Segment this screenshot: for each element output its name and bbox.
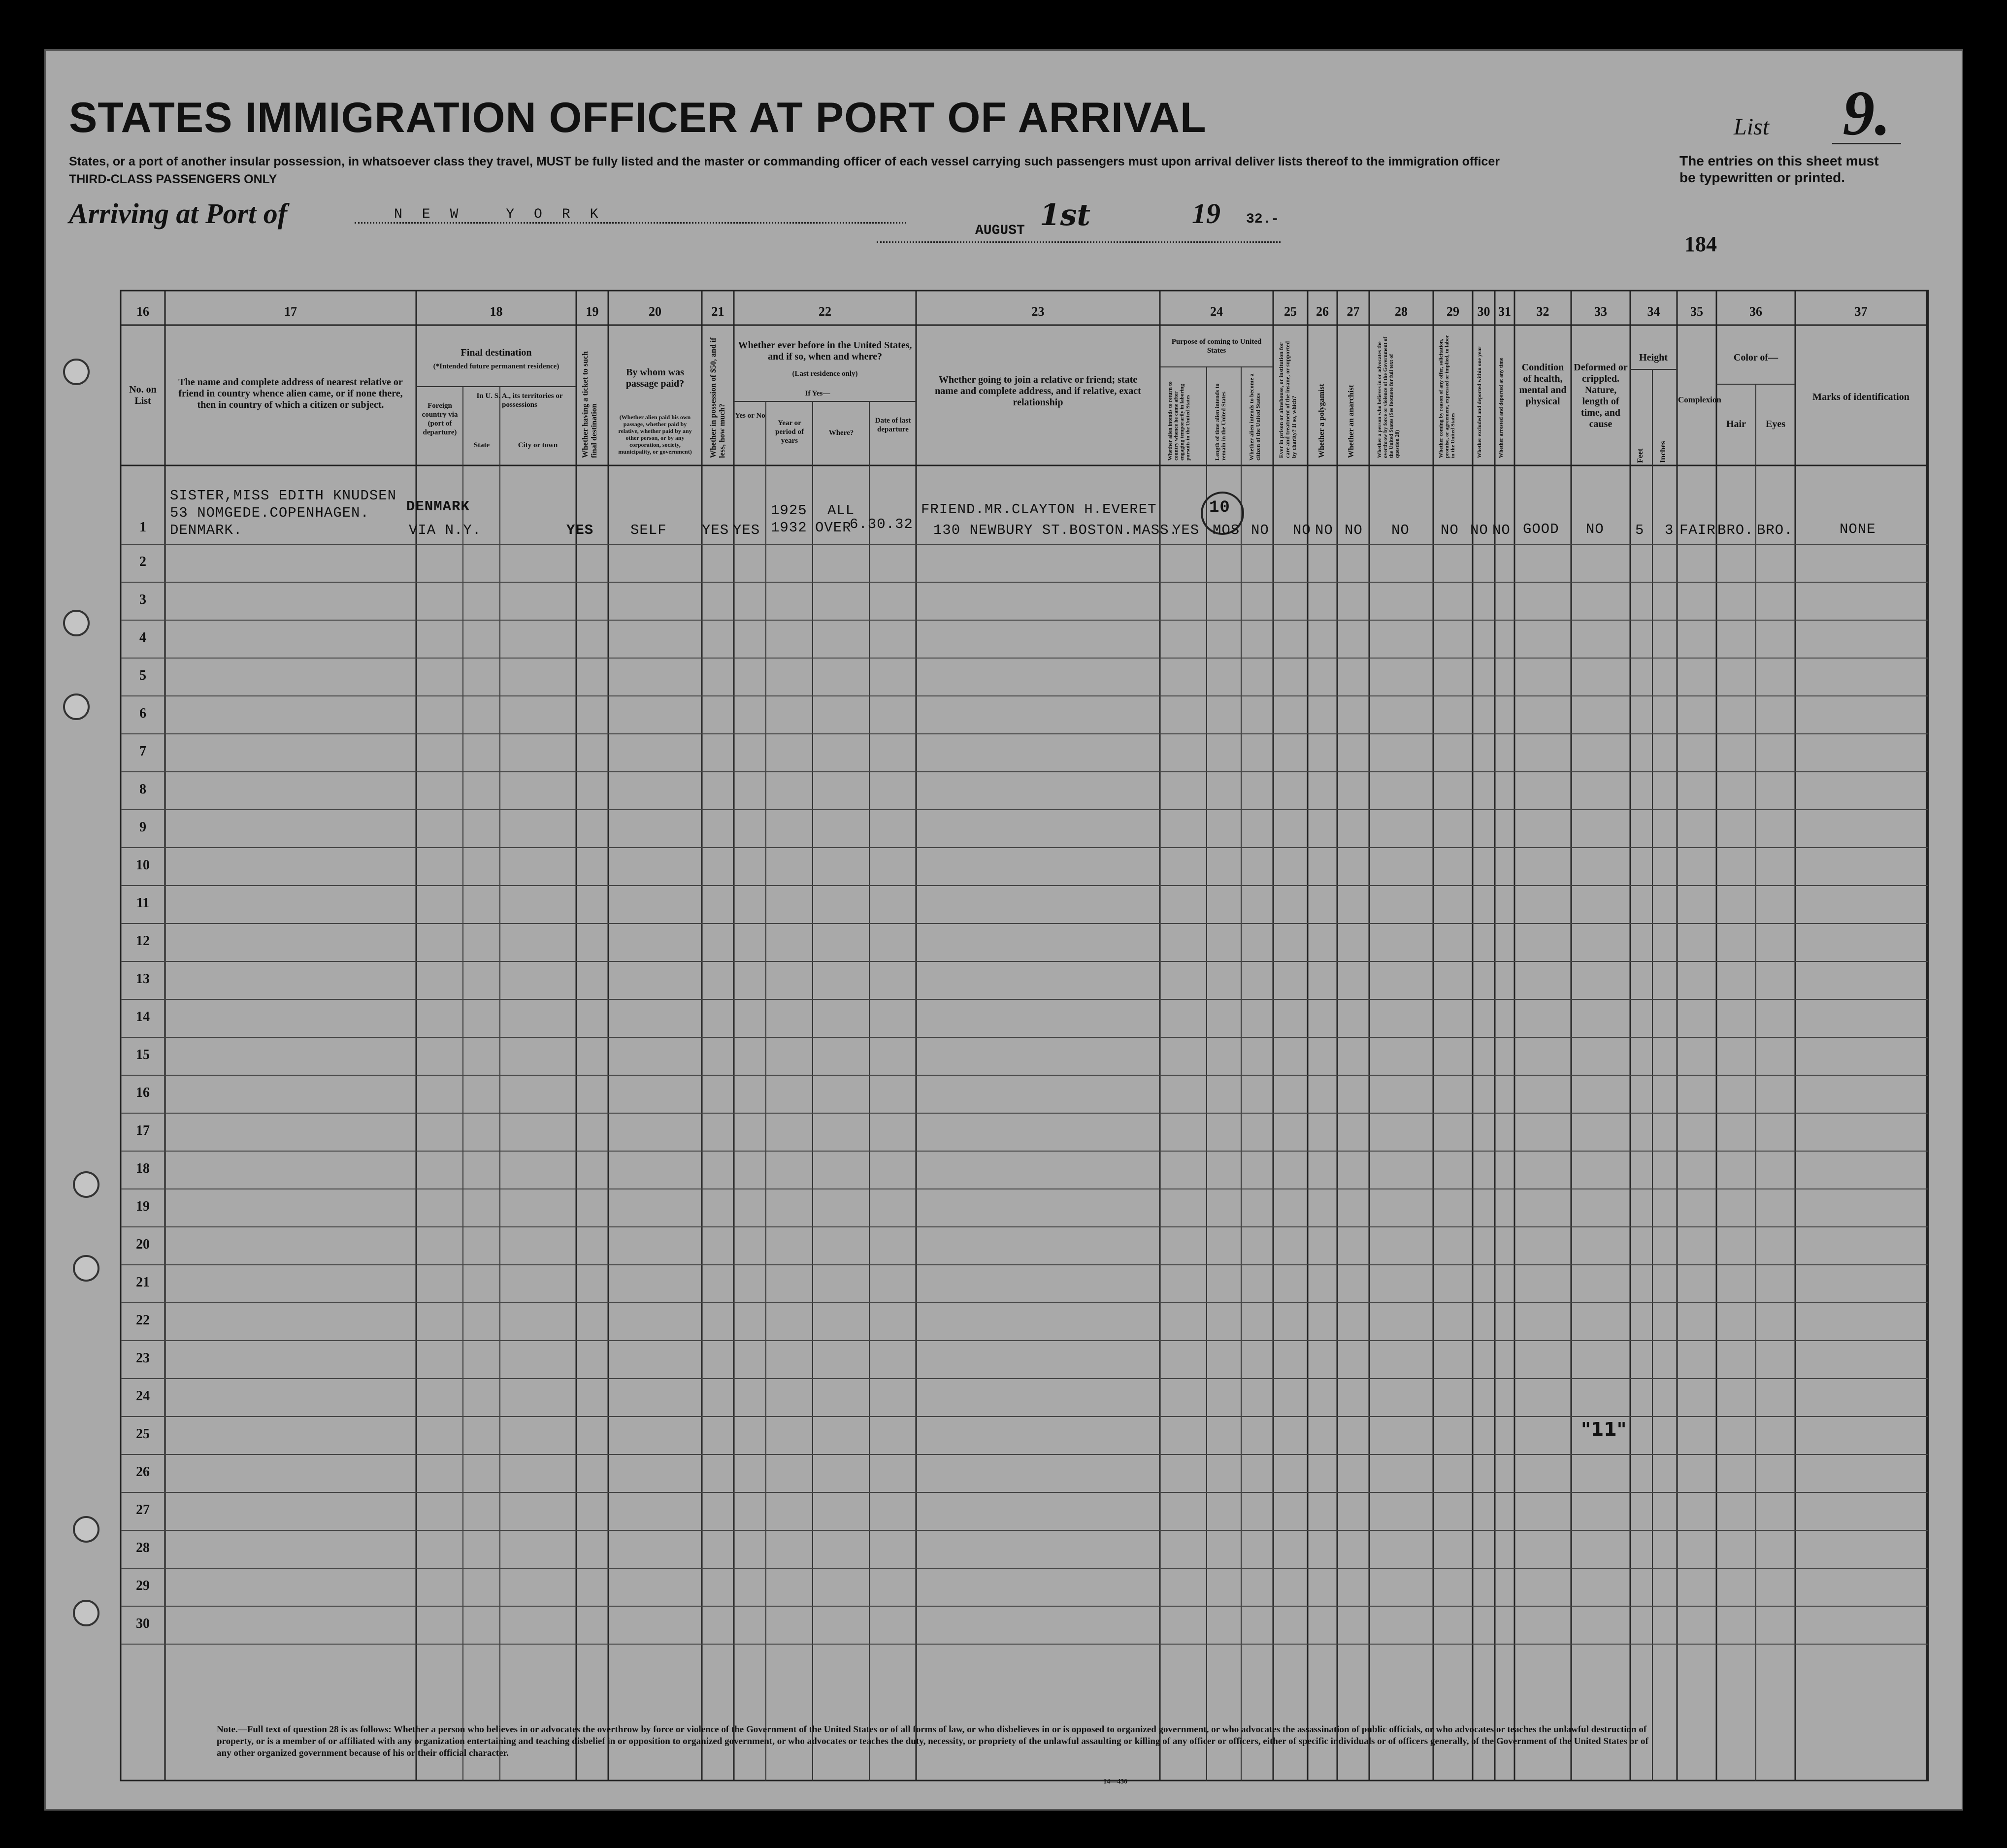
entries-note: The entries on this sheet must be typewritten or printed. [1679, 153, 1879, 185]
col-num-17: 17 [284, 304, 297, 319]
row-number: 28 [136, 1540, 150, 1555]
header-labor-offer: Whether coming by reason of any offer, solicitation, promise, or agreement, expressed or implied, to labor in the United States [1438, 335, 1456, 458]
relative-address-line3: DENMARK. [170, 522, 243, 538]
col-num-26: 26 [1316, 304, 1329, 319]
header-anarchist: Whether an anarchist [1347, 385, 1355, 458]
labor-offer-value: NO [1441, 522, 1459, 538]
row-number: 23 [136, 1351, 150, 1366]
arriving-label: Arriving at Port of [69, 198, 288, 230]
header-eyes: Eyes [1766, 419, 1785, 429]
purpose-return-value: YES [1172, 522, 1200, 538]
row-number: 6 [139, 706, 146, 721]
row-number: 16 [136, 1085, 150, 1100]
col-num-21: 21 [711, 304, 724, 319]
where-line2: OVER [815, 520, 852, 536]
row-number: 19 [136, 1199, 150, 1214]
col-num-23: 23 [1031, 304, 1045, 319]
header-state: State [473, 441, 490, 449]
header-no-on-list: No. on List [129, 384, 157, 406]
anarchist-value: NO [1345, 522, 1363, 538]
row-number: 21 [136, 1275, 150, 1290]
col-num-34: 34 [1647, 304, 1660, 319]
foreign-country-line2: VIA N.Y. [409, 522, 482, 538]
header-height: Height [1639, 352, 1668, 363]
list-label: List [1734, 114, 1770, 140]
hair-value: BRO. [1717, 522, 1754, 538]
citizen-value: NO [1251, 522, 1269, 538]
foreign-country-line1: DENMARK [406, 498, 470, 515]
length-unit-value: MOS [1213, 522, 1240, 538]
health-value: GOOD [1523, 521, 1559, 537]
header-purpose-return: Whether alien intends to return to country whence he came after engaging temporarily in laboring pursuits in the United States [1167, 381, 1191, 461]
sheet-number: 184 [1684, 232, 1717, 256]
header-intends-citizen: Whether alien intends to become a citizen of the United States [1248, 373, 1261, 461]
header-fifty-dollars: Whether in possession of $50, and if less, how much? [709, 337, 726, 458]
row-number: 17 [136, 1123, 150, 1138]
row-number: 8 [139, 782, 146, 797]
header-year: Year or period of years [775, 419, 804, 445]
before-in-us-value: YES [733, 522, 760, 538]
paid-by-value: SELF [630, 522, 667, 538]
row-number: 10 [136, 858, 150, 873]
col-num-31: 31 [1498, 304, 1511, 319]
col-num-32: 32 [1536, 304, 1549, 319]
ticket-value: YES [566, 522, 594, 538]
col-num-36: 36 [1749, 304, 1762, 319]
form-number: 14—430 [1103, 1778, 1127, 1785]
year-suffix: 32.- [1246, 212, 1280, 227]
list-number: 9. [1832, 84, 1901, 144]
row-number: 7 [139, 744, 146, 759]
header-foreign-country: Foreign country via (port of departure) [422, 402, 458, 436]
instruction-line: States, or a port of another insular possession, in whatsoever class they travel, MUST be fully listed and the master or commanding officer of each vessel carrying such passengers must upon arrival deliver lists thereof to the immigration officer [69, 155, 1500, 168]
row-number: 12 [136, 933, 150, 949]
col-num-37: 37 [1854, 304, 1868, 319]
excluded-value: NO [1470, 522, 1488, 538]
height-feet-value: 5 [1635, 522, 1645, 538]
deformed-value: NO [1586, 521, 1604, 537]
row-number: 13 [136, 971, 150, 987]
header-deformed: Deformed or crippled. Nature, length of time, and cause [1574, 362, 1628, 429]
header-excluded: Whether excluded and deported within one year [1477, 346, 1482, 458]
row-number: 30 [136, 1616, 150, 1631]
fifty-dollars-value: YES [702, 522, 729, 538]
years-line1: 1925 [771, 502, 807, 519]
row-number: 11 [136, 895, 150, 911]
col-num-20: 20 [649, 304, 661, 319]
row-number: 4 [139, 630, 146, 645]
col-num-35: 35 [1690, 304, 1703, 319]
port-of-arrival: NEW YORK [355, 207, 906, 224]
relative-address-line1: SISTER,MISS EDITH KNUDSEN [170, 488, 397, 504]
row-number: 5 [139, 668, 146, 683]
eyes-value: BRO. [1757, 522, 1793, 538]
header-final-destination-note: (*Intended future permanent residence) [433, 363, 559, 370]
footnote-question-28: Note.—Full text of question 28 is as follows: Whether a person who believes in or advocates the overthrow by force or violence of the Government of the United States or of all forms of law, or who disbelieves in or is opposed to organized government, or who advocates the assassination of public officials, or who advocates or teaches the unlawful destruction of property, or is a member of or affiliated with any organization entertaining and teaching disbelief in or opposition to organized government, or who advocates or teaches the duty, necessity, or propriety of the unlawful assaulting or killing of any officer or officers, either of specific individuals or of officers generally, of the Government of the United States or of any other organized government because of his or their official character. [217, 1724, 1648, 1758]
col-num-27: 27 [1347, 304, 1360, 319]
arrival-day: 1st [1039, 198, 1091, 232]
marks-value: NONE [1840, 521, 1876, 537]
last-departure-value: 6.30.32 [850, 516, 913, 532]
header-inches: Inches [1659, 441, 1667, 463]
row-number: 15 [136, 1047, 150, 1062]
where-line1: ALL [827, 502, 855, 519]
polygamist-value: NO [1315, 522, 1333, 538]
col-num-25: 25 [1284, 304, 1297, 319]
form-title: STATES IMMIGRATION OFFICER AT PORT OF ARRIVAL [69, 94, 1207, 141]
header-passage-paid: By whom was passage paid? [625, 367, 685, 389]
header-polygamist: Whether a polygamist [1317, 384, 1326, 458]
length-of-stay-value: 10 [1209, 498, 1230, 517]
header-complexion: Complexion [1678, 395, 1721, 404]
year-prefix: 19 [1192, 198, 1220, 230]
header-feet: Feet [1636, 448, 1645, 463]
join-line1: FRIEND.MR.CLAYTON H.EVERET [921, 501, 1157, 518]
header-departure-date: Date of last departure [875, 417, 911, 433]
complexion-value: FAIR [1679, 522, 1716, 538]
header-city: City or town [518, 441, 558, 449]
header-marks: Marks of identification [1812, 392, 1909, 402]
col-num-29: 29 [1447, 304, 1459, 319]
header-length-of-time: Length of time alien intends to remain in the United States [1214, 383, 1227, 461]
header-hair: Hair [1726, 419, 1746, 429]
row-number: 1 [139, 520, 146, 535]
col-num-28: 28 [1395, 304, 1408, 319]
row-number: 20 [136, 1237, 150, 1252]
arrival-month: AUGUST [975, 223, 1025, 238]
header-usa: In U. S. A., its territories or possessions [476, 392, 563, 409]
col-num-22: 22 [819, 304, 831, 319]
handwritten-mark: "11" [1581, 1419, 1627, 1440]
col-num-19: 19 [586, 304, 599, 319]
header-health: Condition of health, mental and physical [1519, 362, 1567, 407]
row-number: 2 [139, 554, 146, 569]
col-num-16: 16 [136, 304, 149, 319]
row-number: 9 [139, 820, 146, 835]
relative-address-line2: 53 NOMGEDE.COPENHAGEN. [170, 505, 369, 521]
col-num-18: 18 [490, 304, 503, 319]
header-color-of: Color of— [1733, 352, 1778, 363]
arrested-value: NO [1492, 522, 1511, 538]
passenger-class: THIRD-CLASS PASSENGERS ONLY [69, 172, 277, 186]
row-number: 29 [136, 1578, 150, 1593]
col-num-24: 24 [1210, 304, 1223, 319]
header-going-to-join: Whether going to join a relative or friend; state name and complete address, and if relative, exact relationship [935, 374, 1141, 408]
row-number: 22 [136, 1313, 150, 1328]
overthrow-value: NO [1391, 522, 1410, 538]
header-where: Where? [828, 429, 854, 437]
header-ticket: Whether having a ticket to such final destination [581, 351, 598, 458]
header-last-residence: (Last residence only) [792, 370, 858, 378]
col-num-30: 30 [1477, 304, 1490, 319]
row-number: 18 [136, 1161, 150, 1176]
header-overthrow: Whether a person who believes in or advocates the overthrow by force or violence of the Government of the United States (See footnote for full text of question 28) [1377, 336, 1400, 458]
row-number: 25 [136, 1426, 150, 1442]
row-number: 27 [136, 1502, 150, 1518]
header-final-destination: Final destination [461, 347, 532, 358]
header-relative-address: The name and complete address of nearest relative or friend in country whence alien came, or if none there, then in country of which a citizen or subject. [178, 377, 403, 410]
header-if-yes: If Yes— [805, 390, 830, 397]
header-yes-no: Yes or No [735, 412, 765, 420]
years-line2: 1932 [771, 520, 807, 536]
row-number: 3 [139, 592, 146, 607]
header-purpose: Purpose of coming to United States [1171, 338, 1262, 355]
header-ever-before-us: Whether ever before in the United States, and if so, when and where? [738, 340, 912, 362]
row-number: 14 [136, 1009, 150, 1024]
header-arrested: Whether arrested and deported at any time [1498, 358, 1504, 458]
header-prison: Ever in prison or almshouse, or institution for care and treatment of the insane, or supported by charity? If so, which? [1278, 341, 1297, 458]
row-number: 26 [136, 1464, 150, 1480]
height-inches-value: 3 [1665, 522, 1674, 538]
col-num-33: 33 [1594, 304, 1607, 319]
header-passage-paid-note: (Whether alien paid his own passage, whether paid by relative, whether paid by any other person, or by any corporation, society, municipality, or government) [618, 414, 692, 455]
row-number: 24 [136, 1388, 150, 1404]
join-line2: 130 NEWBURY ST.BOSTON.MASS. [933, 522, 1178, 538]
prison-value: NO [1293, 522, 1311, 538]
